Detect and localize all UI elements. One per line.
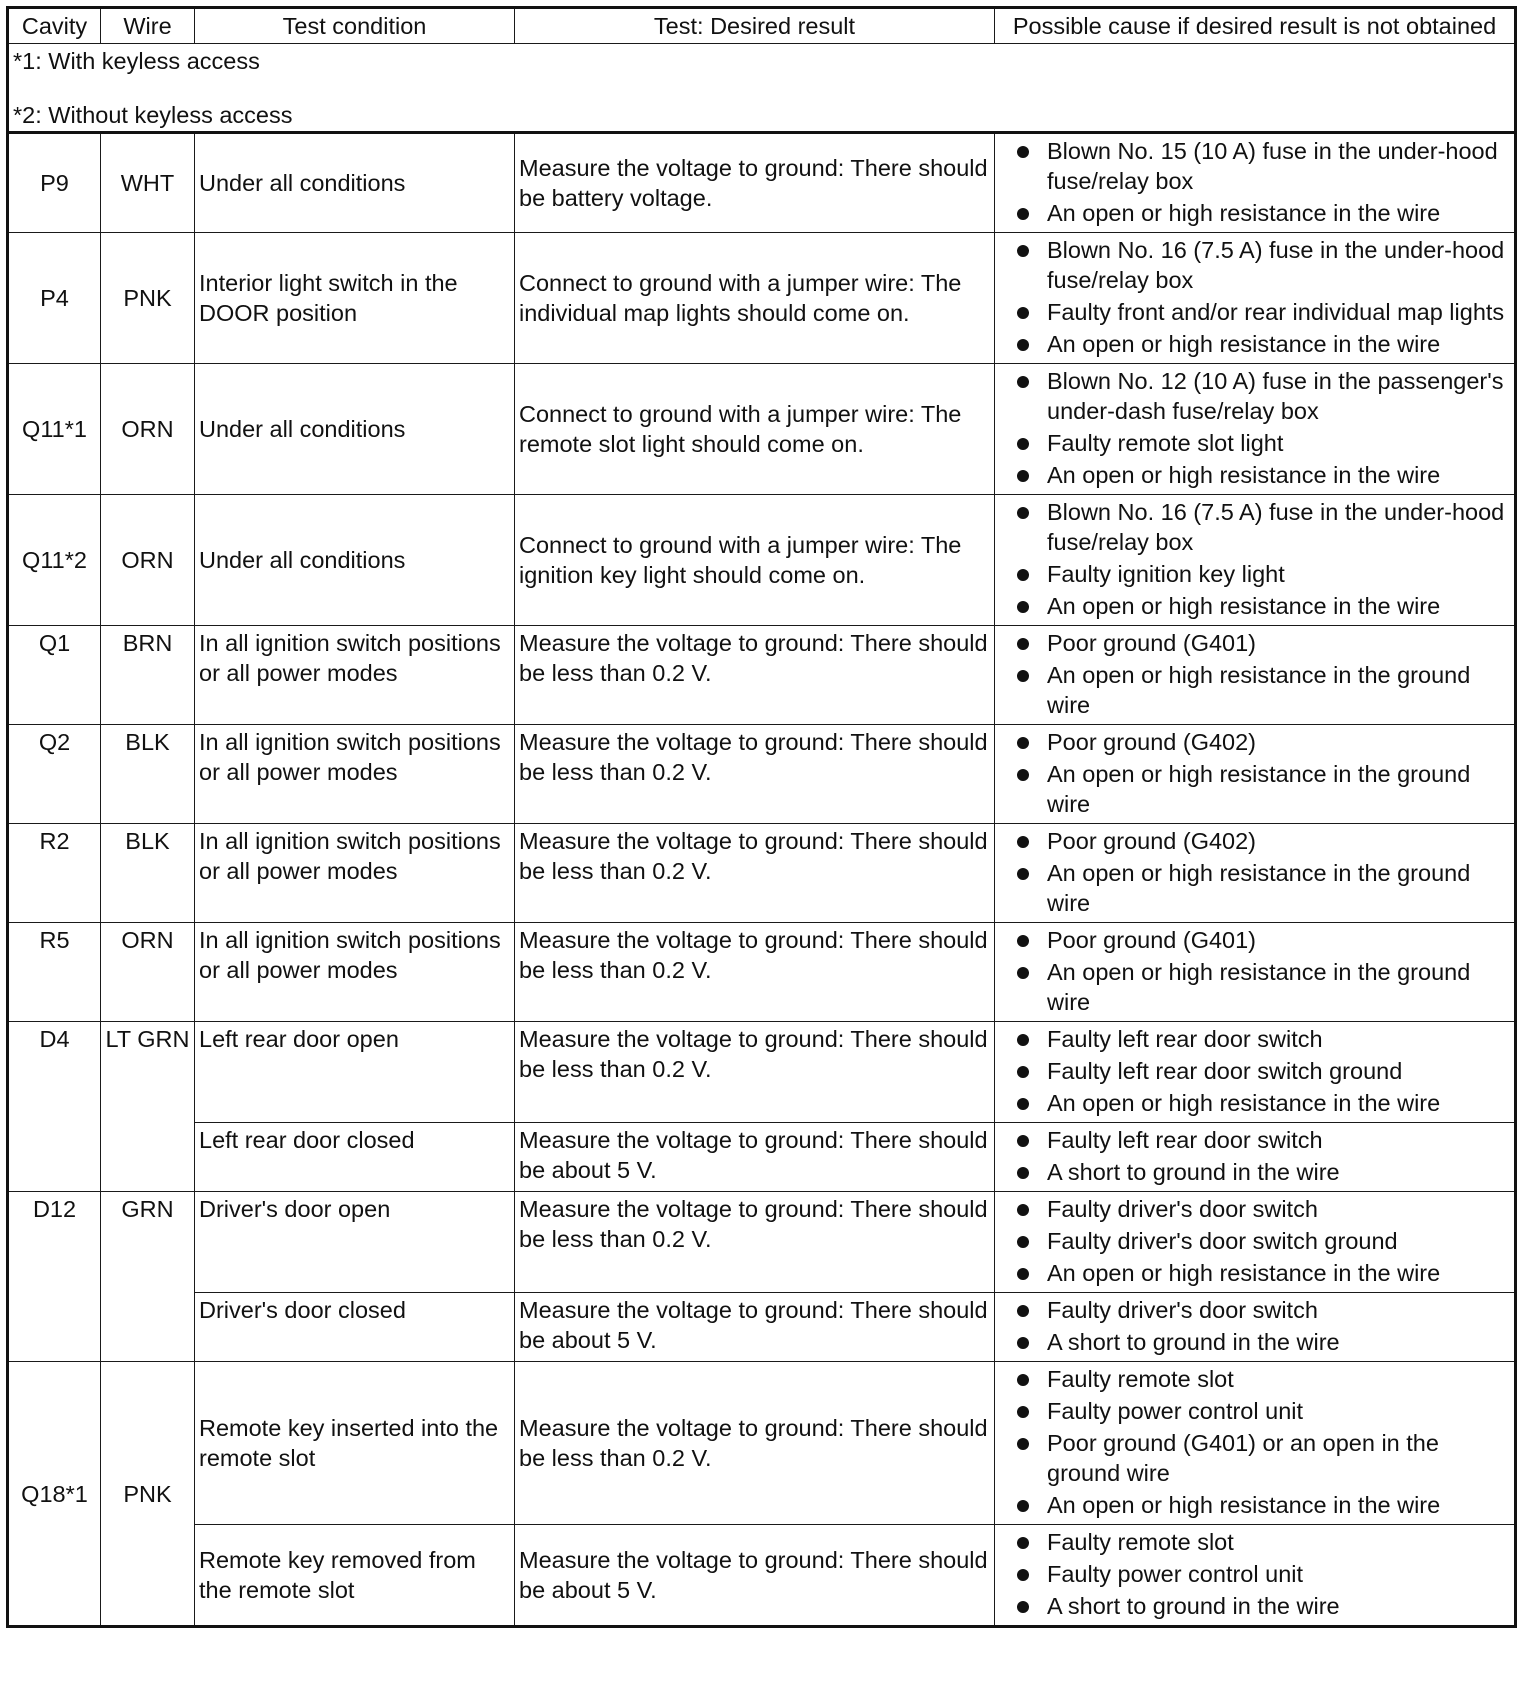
desired-result-cell: Measure the voltage to ground: There should be less than 0.2 V. bbox=[515, 1362, 995, 1525]
desired-result-cell: Measure the voltage to ground: There should be less than 0.2 V. bbox=[515, 824, 995, 923]
note-non-keyless: *2: Without keyless access bbox=[13, 102, 293, 128]
cause-item: Poor ground (G401) bbox=[999, 925, 1510, 955]
cause-item: Faulty ignition key light bbox=[999, 559, 1510, 589]
cause-list bbox=[999, 1194, 1510, 1288]
cause-item: An open or high resistance in the wire bbox=[999, 1088, 1510, 1118]
desired-result-cell: Connect to ground with a jumper wire: The remote slot light should come on. bbox=[515, 364, 995, 495]
cavity-cell: D12 bbox=[8, 1192, 101, 1362]
cavity-cell: Q18*1 bbox=[8, 1362, 101, 1627]
table-subrow bbox=[8, 1525, 1516, 1627]
cause-item: Faulty remote slot bbox=[999, 1527, 1510, 1557]
connector-test-table bbox=[6, 6, 1517, 1628]
cause-item: An open or high resistance in the ground wire bbox=[999, 858, 1510, 918]
cause-list bbox=[999, 497, 1510, 621]
cavity-cell: Q2 bbox=[8, 725, 101, 824]
table-row bbox=[8, 725, 1516, 824]
cause-item: An open or high resistance in the wire bbox=[999, 329, 1510, 359]
test-condition-cell: In all ignition switch positions or all power modes bbox=[195, 626, 515, 725]
test-condition-cell: In all ignition switch positions or all power modes bbox=[195, 923, 515, 1022]
header-possible-cause: Possible cause if desired result is not obtained bbox=[995, 8, 1516, 44]
desired-result-cell: Connect to ground with a jumper wire: The individual map lights should come on. bbox=[515, 233, 995, 364]
table-row bbox=[8, 626, 1516, 725]
cause-item: Poor ground (G402) bbox=[999, 826, 1510, 856]
possible-cause-cell bbox=[995, 1192, 1516, 1293]
desired-result-cell: Measure the voltage to ground: There should be less than 0.2 V. bbox=[515, 626, 995, 725]
wire-cell: BLK bbox=[101, 725, 195, 824]
cause-item: An open or high resistance in the ground wire bbox=[999, 660, 1510, 720]
cause-item: An open or high resistance in the wire bbox=[999, 460, 1510, 490]
cavity-cell: D4 bbox=[8, 1022, 101, 1192]
cause-item: A short to ground in the wire bbox=[999, 1327, 1510, 1357]
desired-result-cell: Measure the voltage to ground: There should be about 5 V. bbox=[515, 1525, 995, 1627]
cavity-cell: Q11*1 bbox=[8, 364, 101, 495]
test-condition-cell: Driver's door closed bbox=[195, 1293, 515, 1362]
cause-item: Poor ground (G401) or an open in the ground wire bbox=[999, 1428, 1510, 1488]
desired-result-cell: Connect to ground with a jumper wire: The ignition key light should come on. bbox=[515, 495, 995, 626]
desired-result-cell: Measure the voltage to ground: There should be about 5 V. bbox=[515, 1293, 995, 1362]
header-test-condition: Test condition bbox=[195, 8, 515, 44]
cause-item: Faulty left rear door switch bbox=[999, 1024, 1510, 1054]
cause-item: An open or high resistance in the wire bbox=[999, 198, 1510, 228]
possible-cause-cell bbox=[995, 133, 1516, 233]
test-condition-cell: In all ignition switch positions or all power modes bbox=[195, 824, 515, 923]
table-subrow bbox=[8, 1293, 1516, 1362]
cause-list bbox=[999, 826, 1510, 918]
cause-item: An open or high resistance in the wire bbox=[999, 1490, 1510, 1520]
table-subrow bbox=[8, 1123, 1516, 1192]
cause-list bbox=[999, 1364, 1510, 1520]
possible-cause-cell bbox=[995, 725, 1516, 824]
test-condition-cell: Driver's door open bbox=[195, 1192, 515, 1293]
cause-item: Faulty remote slot light bbox=[999, 428, 1510, 458]
cause-item: An open or high resistance in the ground wire bbox=[999, 759, 1510, 819]
cause-list bbox=[999, 136, 1510, 228]
wire-cell: ORN bbox=[101, 495, 195, 626]
wire-cell: GRN bbox=[101, 1192, 195, 1362]
cause-list bbox=[999, 1125, 1510, 1187]
cause-list bbox=[999, 366, 1510, 490]
cause-item: A short to ground in the wire bbox=[999, 1591, 1510, 1621]
cause-item: Blown No. 16 (7.5 A) fuse in the under-hood fuse/relay box bbox=[999, 235, 1510, 295]
wire-cell: BLK bbox=[101, 824, 195, 923]
table-row bbox=[8, 233, 1516, 364]
possible-cause-cell bbox=[995, 1022, 1516, 1123]
cause-item: Faulty remote slot bbox=[999, 1364, 1510, 1394]
cause-list bbox=[999, 925, 1510, 1017]
cause-item: Blown No. 15 (10 A) fuse in the under-hood fuse/relay box bbox=[999, 136, 1510, 196]
possible-cause-cell bbox=[995, 626, 1516, 725]
desired-result-cell: Measure the voltage to ground: There should be less than 0.2 V. bbox=[515, 1022, 995, 1123]
test-condition-cell: In all ignition switch positions or all power modes bbox=[195, 725, 515, 824]
table-row bbox=[8, 495, 1516, 626]
desired-result-cell: Measure the voltage to ground: There should be less than 0.2 V. bbox=[515, 725, 995, 824]
possible-cause-cell bbox=[995, 495, 1516, 626]
cause-item: An open or high resistance in the ground wire bbox=[999, 957, 1510, 1017]
cause-item: An open or high resistance in the wire bbox=[999, 1258, 1510, 1288]
test-condition-cell: Left rear door open bbox=[195, 1022, 515, 1123]
cause-item: An open or high resistance in the wire bbox=[999, 591, 1510, 621]
note-keyless: *1: With keyless access bbox=[13, 48, 260, 74]
cause-item: Poor ground (G401) bbox=[999, 628, 1510, 658]
possible-cause-cell bbox=[995, 1362, 1516, 1525]
header-wire: Wire bbox=[101, 8, 195, 44]
possible-cause-cell bbox=[995, 923, 1516, 1022]
cause-list bbox=[999, 727, 1510, 819]
table-row bbox=[8, 1192, 1516, 1293]
table-row bbox=[8, 923, 1516, 1022]
notes-cell bbox=[8, 44, 1516, 133]
cause-item: Blown No. 12 (10 A) fuse in the passenger's under-dash fuse/relay box bbox=[999, 366, 1510, 426]
wire-cell: LT GRN bbox=[101, 1022, 195, 1192]
desired-result-cell: Measure the voltage to ground: There should be battery voltage. bbox=[515, 133, 995, 233]
cause-item: Faulty power control unit bbox=[999, 1559, 1510, 1589]
wire-cell: ORN bbox=[101, 364, 195, 495]
header-desired-result: Test: Desired result bbox=[515, 8, 995, 44]
cavity-cell: Q1 bbox=[8, 626, 101, 725]
test-condition-cell: Remote key inserted into the remote slot bbox=[195, 1362, 515, 1525]
test-condition-cell: Interior light switch in the DOOR position bbox=[195, 233, 515, 364]
header-row bbox=[8, 8, 1516, 44]
desired-result-cell: Measure the voltage to ground: There should be less than 0.2 V. bbox=[515, 1192, 995, 1293]
wire-cell: BRN bbox=[101, 626, 195, 725]
desired-result-cell: Measure the voltage to ground: There should be about 5 V. bbox=[515, 1123, 995, 1192]
table-row bbox=[8, 1022, 1516, 1123]
wire-cell: PNK bbox=[101, 1362, 195, 1627]
possible-cause-cell bbox=[995, 364, 1516, 495]
possible-cause-cell bbox=[995, 1525, 1516, 1627]
document-page bbox=[6, 6, 1514, 1628]
table-row bbox=[8, 824, 1516, 923]
table-row bbox=[8, 364, 1516, 495]
possible-cause-cell bbox=[995, 1293, 1516, 1362]
table-row bbox=[8, 1362, 1516, 1525]
wire-cell: ORN bbox=[101, 923, 195, 1022]
cause-item: Faulty front and/or rear individual map lights bbox=[999, 297, 1510, 327]
cavity-cell: R2 bbox=[8, 824, 101, 923]
cause-item: Faulty power control unit bbox=[999, 1396, 1510, 1426]
cause-item: Poor ground (G402) bbox=[999, 727, 1510, 757]
wire-cell: WHT bbox=[101, 133, 195, 233]
desired-result-cell: Measure the voltage to ground: There should be less than 0.2 V. bbox=[515, 923, 995, 1022]
cause-item: Faulty left rear door switch ground bbox=[999, 1056, 1510, 1086]
test-condition-cell: Left rear door closed bbox=[195, 1123, 515, 1192]
test-condition-cell: Under all conditions bbox=[195, 364, 515, 495]
possible-cause-cell bbox=[995, 1123, 1516, 1192]
table-row bbox=[8, 133, 1516, 233]
cause-list bbox=[999, 1295, 1510, 1357]
header-cavity: Cavity bbox=[8, 8, 101, 44]
cause-item: Faulty left rear door switch bbox=[999, 1125, 1510, 1155]
cause-list bbox=[999, 1024, 1510, 1118]
possible-cause-cell bbox=[995, 824, 1516, 923]
cause-list bbox=[999, 1527, 1510, 1621]
cavity-cell: P9 bbox=[8, 133, 101, 233]
notes-row bbox=[8, 44, 1516, 133]
cause-list bbox=[999, 628, 1510, 720]
cavity-cell: Q11*2 bbox=[8, 495, 101, 626]
test-condition-cell: Under all conditions bbox=[195, 133, 515, 233]
wire-cell: PNK bbox=[101, 233, 195, 364]
cause-list bbox=[999, 235, 1510, 359]
cause-item: Faulty driver's door switch ground bbox=[999, 1226, 1510, 1256]
cause-item: Blown No. 16 (7.5 A) fuse in the under-hood fuse/relay box bbox=[999, 497, 1510, 557]
cavity-cell: P4 bbox=[8, 233, 101, 364]
cavity-cell: R5 bbox=[8, 923, 101, 1022]
possible-cause-cell bbox=[995, 233, 1516, 364]
test-condition-cell: Remote key removed from the remote slot bbox=[195, 1525, 515, 1627]
test-condition-cell: Under all conditions bbox=[195, 495, 515, 626]
cause-item: Faulty driver's door switch bbox=[999, 1295, 1510, 1325]
cause-item: A short to ground in the wire bbox=[999, 1157, 1510, 1187]
cause-item: Faulty driver's door switch bbox=[999, 1194, 1510, 1224]
